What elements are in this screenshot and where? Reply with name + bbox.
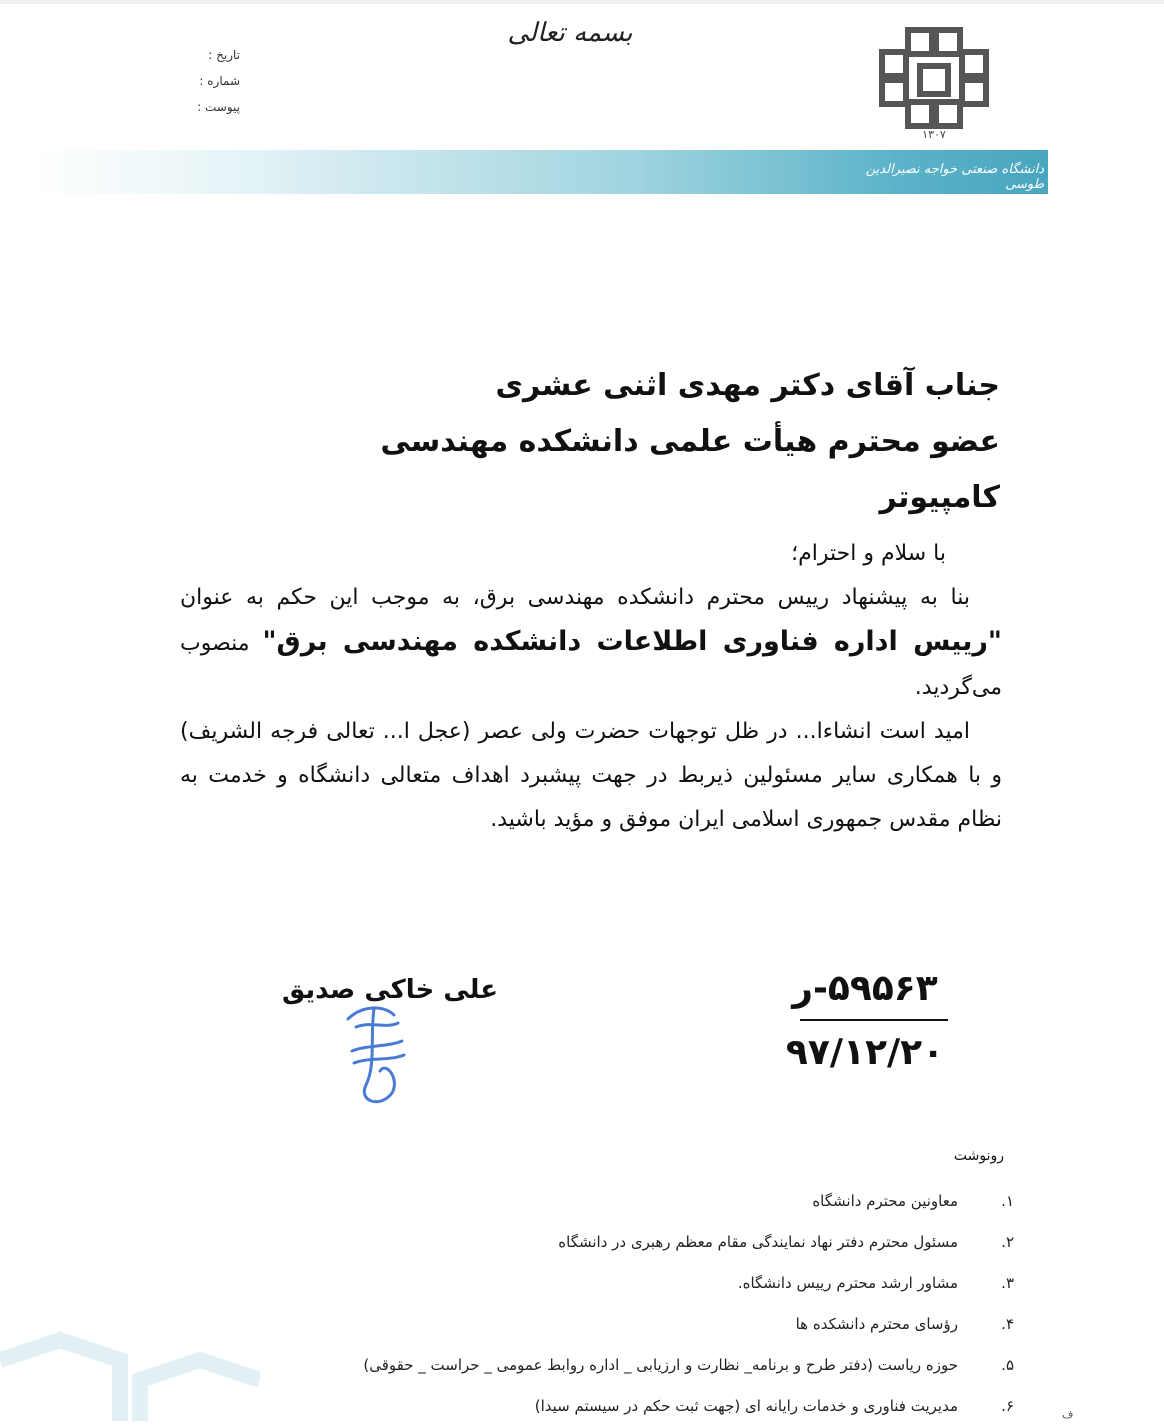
- cc-item-text: معاونین محترم دانشگاه: [812, 1191, 958, 1210]
- cc-item: [240, 1221, 1014, 1262]
- watermark-logo-icon: [0, 1320, 260, 1421]
- cc-title: رونوشت: [953, 1148, 1004, 1164]
- appointment-text-start: بنا به پیشنهاد رییس محترم دانشکده مهندسی برق، به موجب این حکم به عنوان: [180, 585, 970, 610]
- recipient-name: جناب آقای دکتر مهدی اثنی عشری: [495, 368, 1000, 403]
- cc-item-number: ۳.: [1001, 1273, 1014, 1292]
- letter-date: ۹۷/۱۲/۲۰: [785, 1032, 945, 1073]
- number-label: شماره :: [199, 74, 240, 88]
- attachment-label: پیوست :: [197, 100, 240, 114]
- number-underline: [800, 1019, 948, 1021]
- salutation: با سلام و احترام؛: [791, 541, 946, 566]
- cc-item: [240, 1344, 1014, 1385]
- appointment-paragraph: [180, 576, 1002, 710]
- university-name: دانشگاه صنعتی خواجه نصیرالدین طوسی: [865, 162, 1044, 192]
- closing-paragraph: امید است انشاءا... در ظل توجهات حضرت ولی عصر (عجل ا... تعالی فرجه الشریف) و با همکاری سایر مسئولین ذیربط در جهت پیشبرد اهداف متعالی دانشگاه و خدمت به نظام مقدس جمهوری اسلامی ایران موفق و مؤید باشید.: [180, 719, 1002, 832]
- cc-item-number: ۲.: [1001, 1232, 1014, 1251]
- handwritten-signature: [336, 975, 416, 1115]
- cc-item-text: حوزه ریاست (دفتر طرح و برنامه_ نظارت و ارزیابی _ اداره روابط عمومی _ حراست _ حقوقی): [363, 1355, 958, 1374]
- appointment-text-end: منصوب می‌گردید.: [180, 631, 1002, 700]
- appointment-title: "رییس اداره فناوری اطلاعات دانشکده مهندسی برق": [262, 626, 1003, 657]
- cc-list: [240, 1180, 1014, 1426]
- signer-name: علی خاکی صدیق: [281, 975, 499, 1005]
- letter-number: ۵۹۵۶۳-ر: [792, 968, 938, 1009]
- letter-meta-labels: [150, 42, 240, 120]
- cc-item-number: ۱.: [1001, 1191, 1014, 1210]
- university-logo-icon: [872, 22, 996, 140]
- recipient-block: [250, 358, 1000, 526]
- cc-item-number: ۶.: [1001, 1396, 1014, 1415]
- cc-item-number: ۴.: [1001, 1314, 1014, 1333]
- cc-item: [240, 1303, 1014, 1344]
- cc-item-text: مدیریت فناوری و خدمات رایانه ای (جهت ثبت حکم در سیستم سیدا): [534, 1396, 958, 1415]
- cc-item-text: مسئول محترم دفتر نهاد نمایندگی مقام معظم رهبری در دانشگاه: [558, 1232, 958, 1251]
- cc-item-text: رؤسای محترم دانشکده ها: [795, 1314, 958, 1333]
- corner-mark: ف: [1062, 1408, 1074, 1421]
- date-label: تاریخ :: [208, 48, 240, 62]
- bismillah-heading: بسمه تعالی: [507, 18, 633, 48]
- cc-item-number: ۵.: [1001, 1355, 1014, 1374]
- cc-item: [240, 1385, 1014, 1426]
- cc-item-text: مشاور ارشد محترم رییس دانشگاه.: [737, 1273, 958, 1292]
- cc-item: [240, 1262, 1014, 1303]
- cc-item: [240, 1180, 1014, 1221]
- logo-year: ۱۳۰۷: [922, 128, 946, 140]
- recipient-position: عضو محترم هیأت علمی دانشکده مهندسی کامپیوتر: [380, 424, 1000, 515]
- letter-body: [180, 532, 1002, 842]
- top-divider: [0, 0, 1164, 4]
